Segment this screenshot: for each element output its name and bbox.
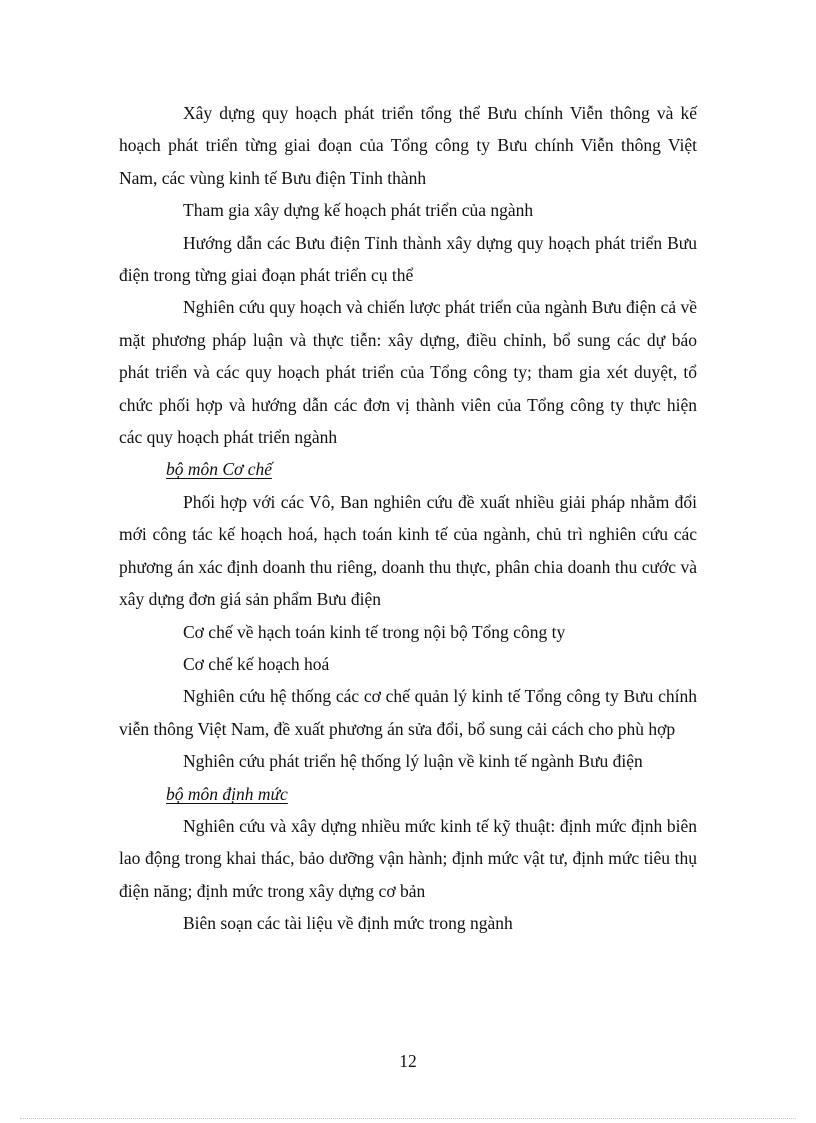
paragraph-co-che-hach-toan: Cơ chế về hạch toán kinh tế trong nội bộ Tổng công ty [183, 621, 566, 642]
page-number: 12 [399, 1051, 417, 1071]
paragraph-tham-gia-ke-hoach: Tham gia xây dựng kế hoạch phát triển của ngành [183, 200, 534, 221]
page-body [119, 97, 697, 940]
paragraph-co-che-phoi-hop: Phối hợp với các Vô, Ban nghiên cứu đề xuất nhiều giải pháp nhằm đổi mới công tác kế hoạch hoá, hạch toán kinh tế của ngành, chủ trì nghiên cứu các phương án xác định doanh thu riêng, doanh thu thực, phân chia doanh thu cước và xây dựng đơn giá sản phẩm Bưu điện [119, 491, 697, 610]
page-bottom-divider [20, 1118, 796, 1119]
paragraph-dinh-muc-tai-lieu: Biên soạn các tài liệu về định mức trong ngành [183, 913, 513, 934]
paragraph-co-che-ly-luan: Nghiên cứu phát triển hệ thống lý luận về kinh tế ngành Bưu điện [183, 751, 643, 772]
paragraph-quy-hoach-tong-the: Xây dựng quy hoạch phát triển tổng thể Bưu chính Viễn thông và kế hoạch phát triển từng giai đoạn của Tổng công ty Bưu chính Viễn thông Việt Nam, các vùng kinh tế Bưu điện Tỉnh thành [119, 103, 697, 188]
paragraph-nghien-cuu-chien-luoc: Nghiên cứu quy hoạch và chiến lược phát triển của ngành Bưu điện cả về mặt phương pháp luận và thực tiễn: xây dựng, điều chỉnh, bổ sung các dự báo phát triển và các quy hoạch phát triển của Tổng công ty; tham gia xét duyệt, tổ chức phối hợp và hướng dẫn các đơn vị thành viên của Tổng công ty thực hiện các quy hoạch phát triển ngành [119, 297, 697, 448]
paragraph-huong-dan-quy-hoach: Hướng dẫn các Bưu điện Tỉnh thành xây dựng quy hoạch phát triển Bưu điện trong từng giai đoạn phát triển cụ thể [119, 232, 697, 286]
paragraph-dinh-muc-kinh-te: Nghiên cứu và xây dựng nhiều mức kinh tế kỹ thuật: định mức định biên lao động trong khai thác, bảo dưỡng vận hành; định mức vật tư, định mức tiêu thụ điện năng; định mức trong xây dựng cơ bản [119, 815, 697, 901]
section-heading-dinh-muc: bộ môn định mức [166, 783, 288, 804]
paragraph-co-che-he-thong: Nghiên cứu hệ thống các cơ chế quản lý kinh tế Tổng công ty Bưu chính viễn thông Việt Nam, đề xuất phương án sửa đổi, bổ sung cải cách cho phù hợp [119, 686, 697, 739]
section-heading-co-che: bộ môn Cơ chế [166, 459, 273, 480]
paragraph-co-che-ke-hoach-hoa: Cơ chế kế hoạch hoá [183, 653, 330, 674]
